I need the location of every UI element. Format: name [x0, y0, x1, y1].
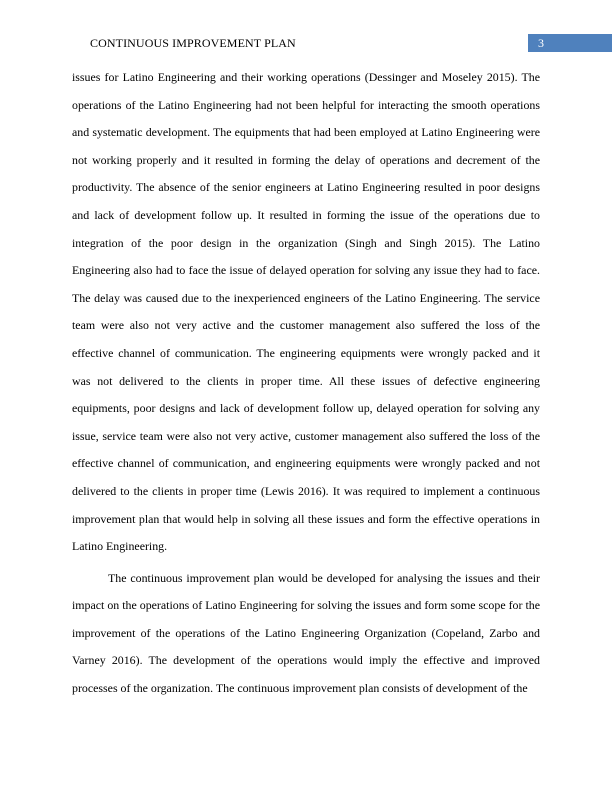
running-head: CONTINUOUS IMPROVEMENT PLAN	[90, 36, 296, 50]
page-number: 3	[528, 34, 612, 52]
paragraph-2: The continuous improvement plan would be developed for analysing the issues and their impact on the operations of Latino Engineering for solving the issues and form some scope for the improvement of the operations of the Latino Engineering Organization (Copeland, Zarbo and Varney 2016). The development of the operations would imply the effective and improved processes of the organization. The continuous improvement plan consists of development of the	[72, 570, 540, 696]
paragraph-1: issues for Latino Engineering and their working operations (Dessinger and Moseley 2015). The operations of the Latino Engineering had not been helpful for interacting the smooth operations and systematic development. The equipments that had been employed at Latino Engineering were not working properly and it resulted in forming the delay of operations and decrement of the productivity. The absence of the senior engineers at Latino Engineering resulted in poor designs and lack of development follow up. It resulted in forming the issue of the operations due to integration of the poor design in the organization (Singh and Singh 2015). The Latino Engineering also had to face the issue of delayed operation for solving any issue they had to face. The delay was caused due to the inexperienced engineers of the Latino Engineering. The service team were also not very active and the customer management also suffered the loss of the effective channel of communication. The engineering equipments were wrongly packed and it was not delivered to the clients in proper time. All these issues of defective engineering equipments, poor designs and lack of development follow up, delayed operation for solving any issue, service team were also not very active, customer management also suffered the loss of the effective channel of communication, and engineering equipments were wrongly packed and not delivered to the clients in proper time (Lewis 2016). It was required to implement a continuous improvement plan that would help in solving all these issues and form the effective operations in Latino Engineering.	[72, 70, 540, 554]
body-text	[72, 64, 540, 703]
